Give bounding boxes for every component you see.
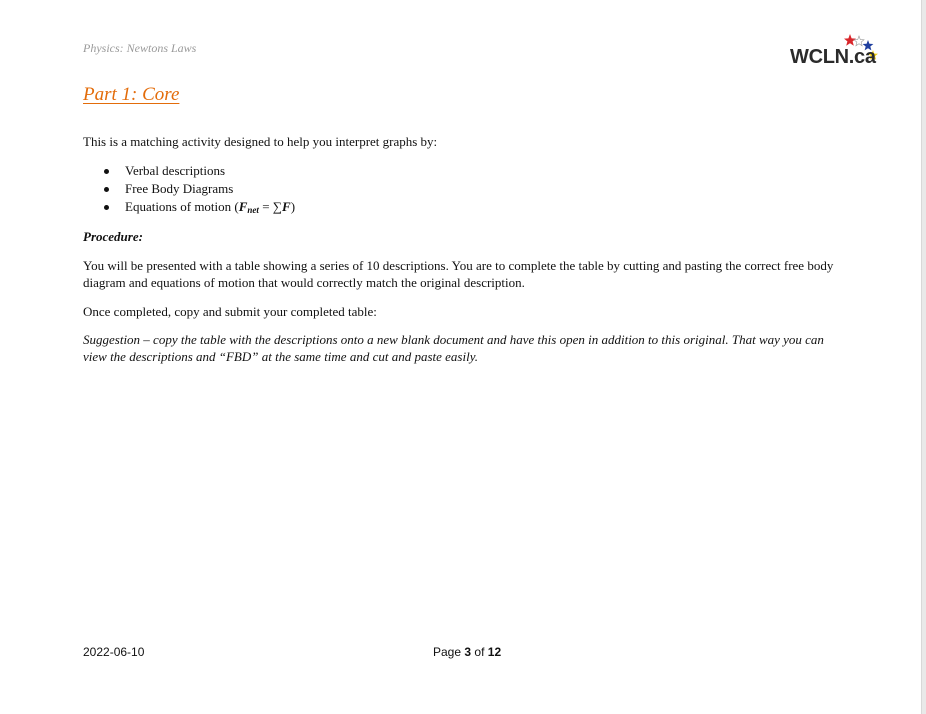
logo-text: WCLN.ca — [790, 46, 876, 68]
equation-net-subscript: net — [247, 205, 259, 215]
wcln-logo — [788, 30, 884, 72]
procedure-paragraph: You will be presented with a table showing a series of 10 descriptions. You are to complete the table by cutting and pasting the correct free body diagram and equations of motion that would correctly match the original description. — [83, 258, 834, 290]
intro-text: This is a matching activity designed to help you interpret graphs by: — [83, 134, 438, 149]
footer-page-number — [433, 645, 501, 659]
equation-prefix: Equations of motion ( — [125, 199, 239, 214]
list-item-equation — [104, 198, 295, 216]
footer-date: 2022-06-10 — [83, 645, 145, 659]
procedure-heading: Procedure: — [83, 229, 143, 244]
submit-instruction: Once completed, copy and submit your completed table: — [83, 304, 377, 319]
header-course-title: Physics: Newtons Laws — [83, 41, 197, 55]
equation-sum: = ∑ — [258, 199, 283, 214]
equation-force-sum: F — [282, 199, 291, 214]
suggestion-paragraph: Suggestion – copy the table with the descriptions onto a new blank document and have this open in addition to this original. That way you can view the descriptions and “FBD” at the same time and cut and paste easily. — [83, 332, 824, 364]
page-of: of — [474, 645, 485, 659]
list-item: Verbal descriptions — [104, 162, 295, 180]
bullet-list — [104, 162, 295, 216]
viewer-scroll-edge — [922, 0, 926, 714]
equation-suffix: ) — [290, 199, 296, 214]
page-total: 12 — [487, 645, 502, 659]
section-title: Part 1: Core — [83, 84, 180, 105]
page-label: Page — [433, 645, 462, 659]
equation-force: F — [238, 199, 248, 214]
page-current: 3 — [464, 645, 472, 659]
list-item: Free Body Diagrams — [104, 180, 295, 198]
